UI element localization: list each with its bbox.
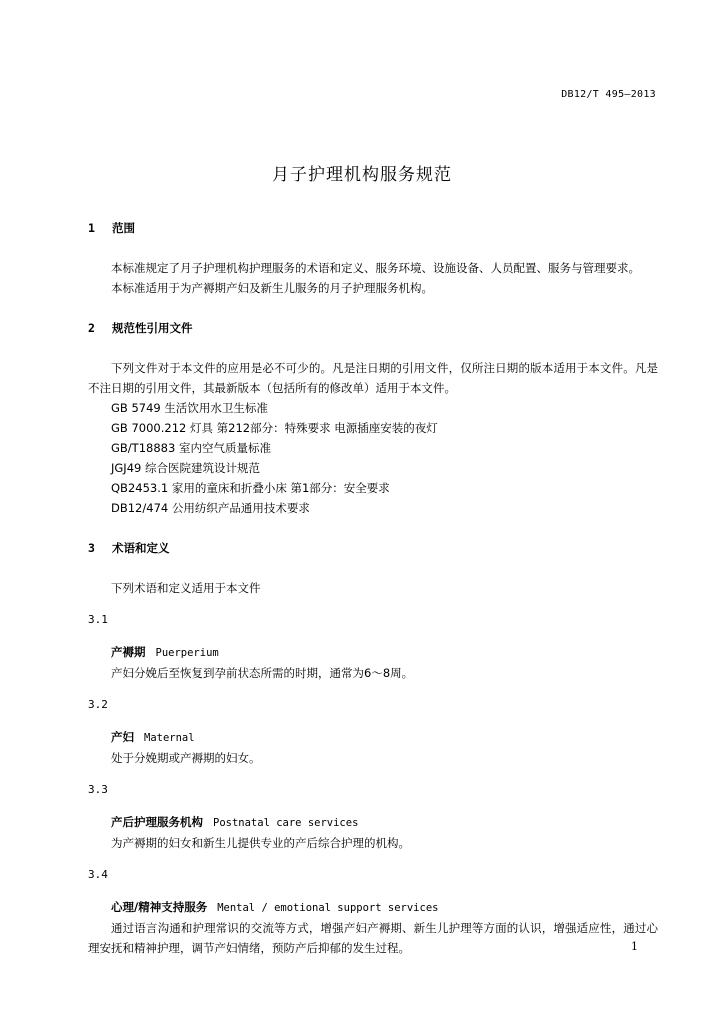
term-definition: 产妇分娩后至恢复到孕前状态所需的时期，通常为6～8周。	[111, 666, 414, 680]
reference-item: QB2453.1 家用的童床和折叠小床 第1部分：安全要求	[111, 481, 390, 495]
document-body	[88, 218, 658, 958]
section-number: 1	[88, 221, 95, 235]
section-heading-terms-definitions	[88, 538, 658, 558]
term-english: Mental / emotional support services	[217, 902, 439, 914]
term-definition: 通过语言沟通和护理常识的交流等方式，增强产妇产褥期、新生儿护理等方面的认识，增强适应性，通过心理安抚和精神护理，调节产妇情绪，预防产后抑郁的发生过程。	[88, 921, 658, 955]
term-name: 产后护理服务机构	[111, 815, 203, 829]
term-definition: 处于分娩期或产褥期的妇女。	[111, 751, 261, 765]
page-number: 1	[631, 940, 638, 953]
paragraph: 下列术语和定义适用于本文件	[111, 581, 261, 595]
term-number: 3.2	[88, 698, 108, 711]
term-number: 3.4	[88, 868, 108, 881]
term-definition: 为产褥期的妇女和新生儿提供专业的产后综合护理的机构。	[111, 836, 410, 850]
term-number: 3.1	[88, 613, 108, 626]
term-heading	[111, 897, 658, 918]
paragraph: 本标准规定了月子护理机构护理服务的术语和定义、服务环境、设施设备、人员配置、服务与管理要求。	[111, 261, 640, 275]
section-heading-normative-references	[88, 318, 658, 338]
section-number: 2	[88, 321, 95, 335]
term-heading	[111, 812, 658, 833]
paragraph: 下列文件对于本文件的应用是必不可少的。凡是注日期的引用文件，仅所注日期的版本适用于本文件。凡是不注日期的引用文件，其最新版本（包括所有的修改单）适用于本文件。	[88, 361, 658, 395]
section-number: 3	[88, 541, 95, 555]
section-title: 范围	[112, 221, 136, 235]
term-english: Maternal	[144, 732, 195, 744]
paragraph: 本标准适用于为产褥期产妇及新生儿服务的月子护理服务机构。	[111, 281, 433, 295]
section-title: 规范性引用文件	[112, 321, 193, 335]
term-heading	[111, 727, 658, 748]
section-title: 术语和定义	[112, 541, 170, 555]
term-heading	[111, 642, 658, 663]
reference-item: GB 7000.212 灯具 第212部分：特殊要求 电源插座安装的夜灯	[111, 421, 438, 435]
term-english: Postnatal care services	[213, 817, 359, 829]
reference-item: GB 5749 生活饮用水卫生标准	[111, 401, 268, 415]
reference-item: DB12/474 公用纺织产品通用技术要求	[111, 501, 310, 515]
term-name: 产褥期	[111, 645, 146, 659]
reference-item: JGJ49 综合医院建筑设计规范	[111, 461, 260, 475]
standard-code: DB12/T 495—2013	[561, 89, 656, 100]
section-heading-scope	[88, 218, 658, 238]
document-title: 月子护理机构服务规范	[272, 165, 452, 185]
term-name: 产妇	[111, 730, 134, 744]
term-english: Puerperium	[155, 647, 219, 659]
term-number: 3.3	[88, 783, 108, 796]
term-name: 心理/精神支持服务	[111, 900, 208, 914]
reference-item: GB/T18883 室内空气质量标准	[111, 441, 271, 455]
